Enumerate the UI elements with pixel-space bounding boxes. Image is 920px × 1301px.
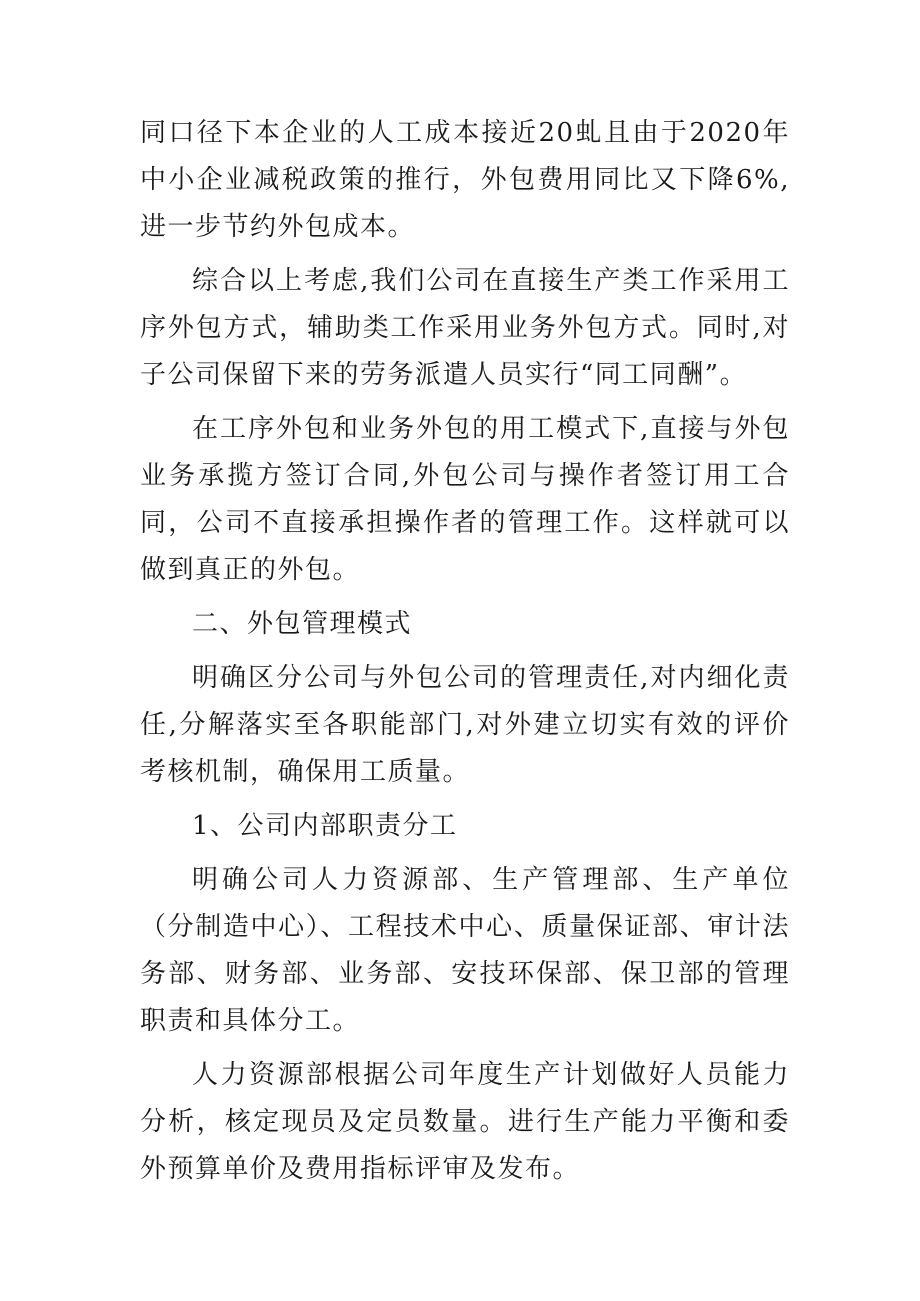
paragraph-continuation: 同口径下本企业的人工成本接近20虬且由于2020年中小企业减税政策的推行，外包费用同比又下降6%,进一步节约外包成本。 <box>140 118 790 242</box>
paragraph-departments: 明确公司人力资源部、生产管理部、生产单位（分制造中心）、工程技术中心、质量保证部、审计法务部、财务部、业务部、安技环保部、保卫部的管理职责和具体分工。 <box>140 865 790 1036</box>
subsection-heading-internal-duties: 1、公司内部职责分工 <box>192 811 458 841</box>
paragraph-hr-department: 人力资源部根据公司年度生产计划做好人员能力分析，核定现员及定员数量。进行生产能力平衡和委外预算单价及费用指标评审及发布。 <box>140 1060 790 1184</box>
paragraph-responsibility: 明确区分公司与外包公司的管理责任,对内细化责任,分解落实至各职能部门,对外建立切实有效的评价考核机制，确保用工质量。 <box>140 663 790 787</box>
paragraph-considerations: 综合以上考虑,我们公司在直接生产类工作采用工序外包方式，辅助类工作采用业务外包方式。同时,对子公司保留下来的劳务派遣人员实行“同工同酬”。 <box>140 266 790 390</box>
section-heading-management-mode: 二、外包管理模式 <box>192 609 413 639</box>
paragraph-employment-mode: 在工序外包和业务外包的用工模式下,直接与外包业务承揽方签订合同,外包公司与操作者签订用工合同，公司不直接承担操作者的管理工作。这样就可以做到真正的外包。 <box>140 414 790 585</box>
document-body <box>140 110 790 1200</box>
